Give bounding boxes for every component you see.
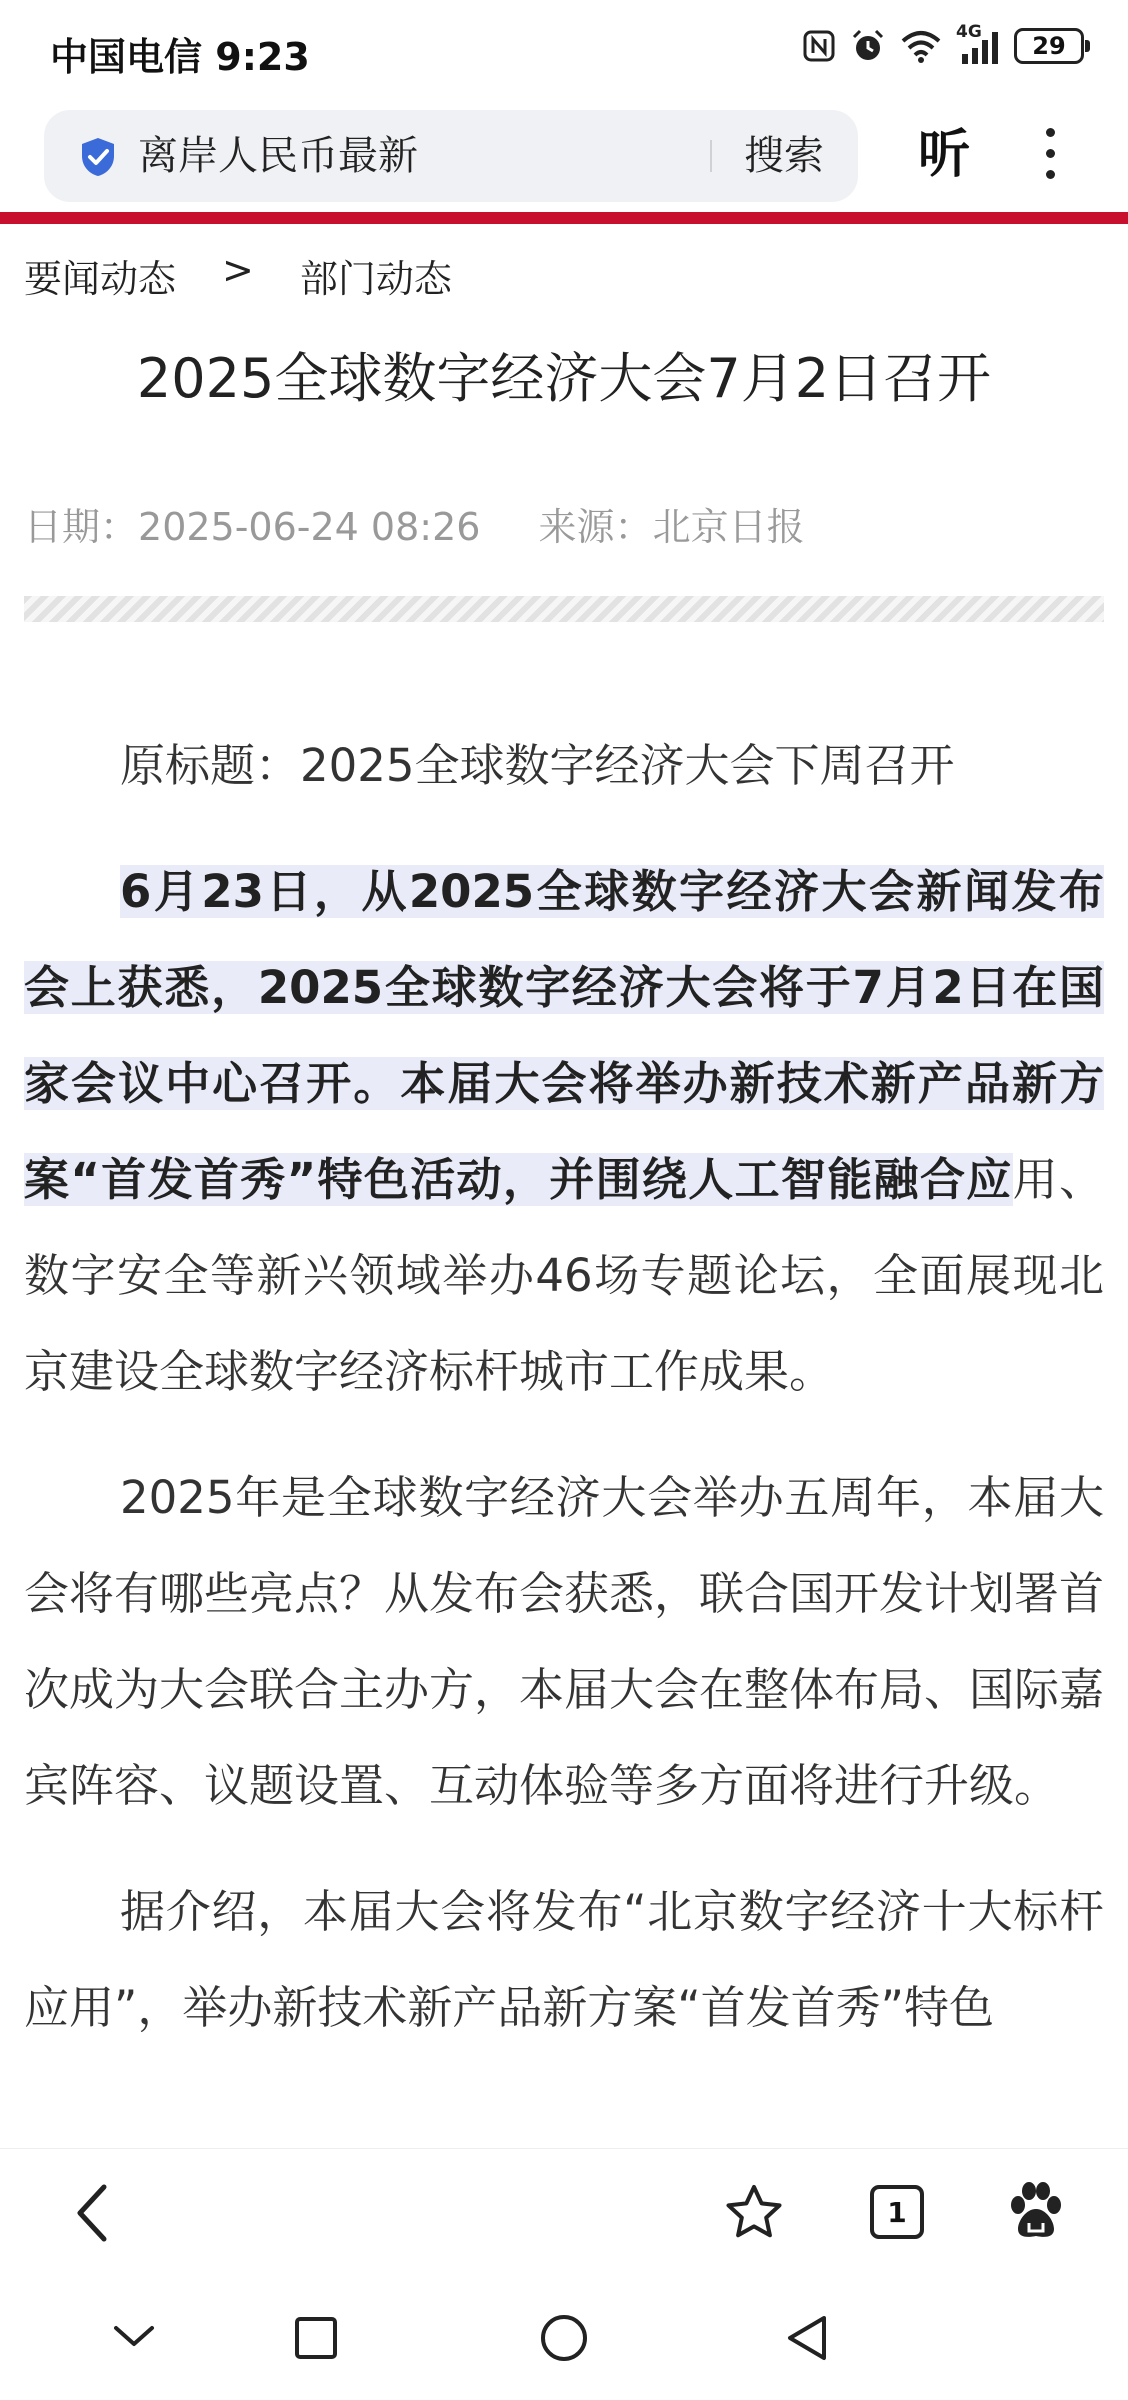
breadcrumb-item-department[interactable]: 部门动态 bbox=[299, 257, 452, 301]
breadcrumb bbox=[24, 248, 452, 303]
article-date: 2025-06-24 08:26 bbox=[138, 505, 481, 549]
baidu-icon[interactable] bbox=[1008, 2181, 1064, 2241]
status-bar bbox=[0, 0, 1128, 100]
battery-icon bbox=[1014, 28, 1084, 64]
triangle-back-icon[interactable] bbox=[784, 2314, 830, 2362]
bottom-toolbar bbox=[0, 2148, 1128, 2277]
carrier-name: 中国电信 bbox=[50, 35, 203, 79]
star-icon[interactable] bbox=[724, 2183, 784, 2241]
paragraph-lead bbox=[24, 844, 1104, 1420]
article-meta bbox=[24, 496, 805, 551]
battery-level: 29 bbox=[1032, 32, 1066, 60]
paragraph-intro: 据介绍，本届大会将发布“北京数字经济十大标杆应用”，举办新技术新产品新方案“首发首秀”特色 bbox=[24, 1885, 1104, 2034]
status-icons bbox=[802, 22, 1084, 64]
system-nav-bar bbox=[0, 2276, 1128, 2400]
article-body bbox=[24, 718, 1104, 2086]
highlighted-text: 6月23日，从2025全球数字经济大会新闻发布会上获悉，2025全球数字经济大会将于7月2日在国家会议中心召开。本届大会将举办新技术新产品新方案“首发首秀”特色活动，并围绕人工智能融合应 bbox=[24, 865, 1104, 1206]
date-label: 日期： bbox=[24, 505, 139, 549]
paragraph-highlights: 2025年是全球数字经济大会举办五周年，本届大会将有哪些亮点？从发布会获悉，联合国开发计划署首次成为大会联合主办方，本届大会在整体布局、国际嘉宾阵容、议题设置、互动体验等多方面将进行升级。 bbox=[24, 1471, 1105, 1812]
paragraph-lead-rest: 用、数字安全等新兴领域举办46场专题论坛，全面展现北京建设全球数字经济标杆城市工作成果。 bbox=[24, 1153, 1104, 1398]
tab-count: 1 bbox=[887, 2195, 907, 2229]
search-divider bbox=[710, 140, 712, 172]
clock: 9:23 bbox=[215, 35, 310, 79]
circle-icon[interactable] bbox=[540, 2314, 588, 2362]
wifi-icon bbox=[900, 29, 942, 63]
breadcrumb-item-news[interactable]: 要闻动态 bbox=[24, 257, 177, 301]
chevron-down-icon[interactable] bbox=[112, 2322, 156, 2350]
back-icon[interactable] bbox=[70, 2181, 114, 2245]
more-menu-icon[interactable] bbox=[1040, 128, 1060, 188]
header-divider bbox=[0, 212, 1128, 224]
paragraph-original-title: 原标题：2025全球数字经济大会下周召开 bbox=[120, 739, 955, 792]
carrier-time bbox=[50, 26, 310, 81]
search-query[interactable]: 离岸人民币最新 bbox=[138, 133, 418, 179]
signal-icon bbox=[956, 22, 1000, 64]
listen-button[interactable]: 听 bbox=[918, 125, 971, 185]
breadcrumb-separator: > bbox=[222, 248, 254, 292]
source-label: 来源： bbox=[538, 505, 653, 549]
article-title: 2025全球数字经济大会7月2日召开 bbox=[136, 347, 992, 410]
alarm-icon bbox=[850, 28, 886, 64]
network-type: 4G bbox=[956, 22, 982, 42]
tabs-icon[interactable] bbox=[870, 2185, 924, 2239]
square-icon[interactable] bbox=[294, 2316, 338, 2360]
search-input[interactable] bbox=[44, 110, 858, 202]
shield-icon bbox=[78, 136, 118, 178]
article-source: 北京日报 bbox=[652, 505, 805, 549]
search-button[interactable]: 搜索 bbox=[744, 133, 824, 179]
meta-divider bbox=[24, 596, 1104, 622]
nfc-icon bbox=[802, 29, 836, 63]
